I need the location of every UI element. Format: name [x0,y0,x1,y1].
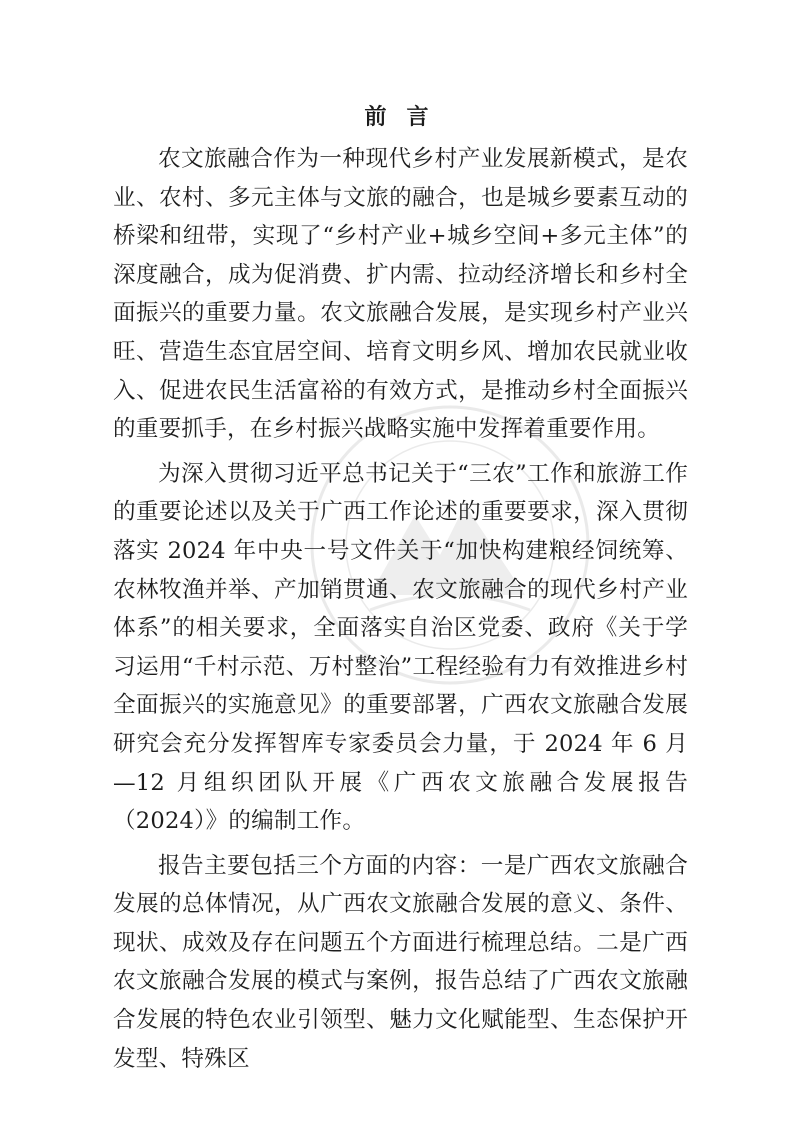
paragraph-3: 报告主要包括三个方面的内容：一是广西农文旅融合发展的总体情况，从广西农文旅融合发展的意义、条件、现状、成效及存在问题五个方面进行梳理总结。二是广西农文旅融合发展的模式与案例，报告总结了广西农文旅融合发展的特色农业引领型、魅力文化赋能型、生态保护开发型、特殊区 [113,852,688,1072]
paragraph-1: 农文旅融合作为一种现代乡村产业发展新模式，是农业、农村、多元主体与文旅的融合，也是城乡要素互动的桥梁和纽带，实现了“乡村产业+城乡空间+多元主体”的深度融合，成为促消费、扩内需、拉动经济增长和乡村全面振兴的重要力量。农文旅融合发展，是实现乡村产业兴旺、营造生态宜居空间、培育文明乡风、增加农民就业收入、促进农民生活富裕的有效方式，是推动乡村全面振兴的重要抓手，在乡村振兴战略实施中发挥着重要作用。 [113,146,688,443]
paragraph-2: 为深入贯彻习近平总书记关于“三农”工作和旅游工作的重要论述以及关于广西工作论述的重要要求，深入贯彻落实 2024 年中央一号文件关于“加快构建粮经饲统筹、农林牧渔并举、产加销贯通、农文旅融合的现代乡村产业体系”的相关要求，全面落实自治区党委、政府《关于学习运用“千村示范、万村整治”工程经验有力有效推进乡村全面振兴的实施意见》的重要部署，广西农文旅融合发展研究会充分发挥智库专家委员会力量，于 2024 年 6 月—12 月组织团队开展《广西农文旅融合发展报告（2024）》的编制工作。 [113,460,688,835]
page-title: 前言 [364,104,449,130]
body-text [113,140,688,1084]
